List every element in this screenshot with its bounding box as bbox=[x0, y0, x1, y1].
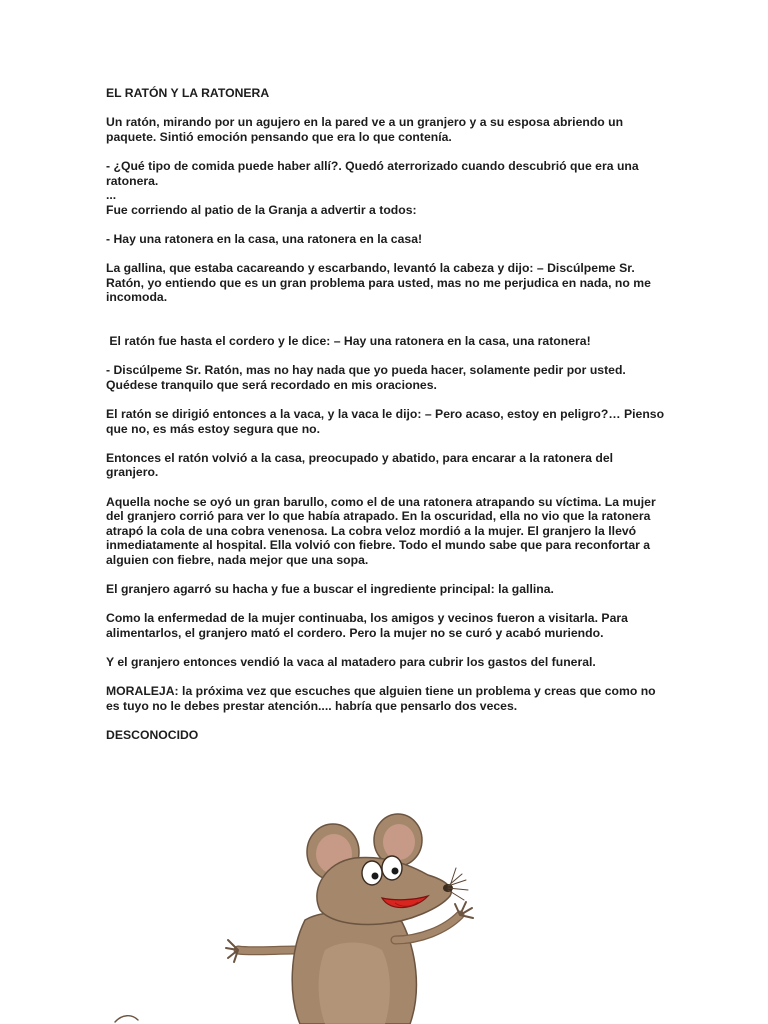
paragraph: Entonces el ratón volvió a la casa, preocupado y abatido, para encarar a la ratonera del granjero. bbox=[106, 450, 617, 480]
paragraph: El ratón se dirigió entonces a la vaca, y la vaca le dijo: – Pero acaso, estoy en peligro?… Pienso que no, es más estoy segura que no. bbox=[106, 407, 668, 436]
document-body bbox=[106, 86, 666, 757]
paragraph: Y el granjero entonces vendió la vaca al matadero para cubrir los gastos del funeral. bbox=[106, 655, 596, 670]
paragraph: - Discúlpeme Sr. Ratón, mas no hay nada que yo pueda hacer, solamente pedir por usted. Quédese tranquilo que será recordado en mis oraciones. bbox=[106, 363, 630, 392]
author-signature: DESCONOCIDO bbox=[106, 728, 199, 743]
mouse-belly bbox=[319, 943, 390, 1024]
mouse-right-eye bbox=[382, 856, 402, 880]
document-title: EL RATÓN Y LA RATONERA bbox=[106, 86, 270, 100]
mouse-left-paw bbox=[226, 940, 238, 962]
mouse-left-eye bbox=[362, 861, 382, 885]
paragraph: El granjero agarró su hacha y fue a buscar el ingrediente principal: la gallina. bbox=[106, 582, 554, 597]
mouse-tail bbox=[115, 1016, 138, 1022]
paragraph: Un ratón, mirando por un agujero en la pared ve a un granjero y a su esposa abriendo un paquete. Sintió emoción pensando que era lo que contenía. bbox=[106, 115, 627, 144]
mouse-left-arm-fill bbox=[238, 950, 295, 951]
paragraph: - ¿Qué tipo de comida puede haber allí?. Quedó aterrorizado cuando descubrió que era una ratonera. bbox=[106, 158, 643, 188]
mouse-right-pupil bbox=[392, 868, 399, 875]
paragraph: - Hay una ratonera en la casa, una ratonera en la casa! bbox=[106, 231, 423, 246]
paragraph: Fue corriendo al patio de la Granja a advertir a todos: bbox=[106, 202, 417, 217]
paragraph: Como la enfermedad de la mujer continuaba, los amigos y vecinos fueron a visitarla. Para alimentarlos, el granjero mató el cordero. Pero la mujer no se curó y acabó muriendo. bbox=[106, 611, 632, 640]
paragraph: Aquella noche se oyó un gran barullo, como el de una ratonera atrapando su víctima. La mujer del granjero corrió para ver lo que había atrapado. En la oscuridad, ella no vio que la ratonera atrapó la cola de una cobra venenosa. La cobra veloz mordió a la mujer. El granjero la llevó inmediatamente al hospital. Ella volvió con fiebre. Todo el mundo sabe que para reconfortar a alguien con fiebre, nada mejor que una sopa. bbox=[106, 494, 660, 567]
cartoon-mouse-illustration bbox=[110, 800, 510, 1024]
paragraph: El ratón fue hasta el cordero y le dice: – Hay una ratonera en la casa, una ratonera! bbox=[106, 334, 591, 349]
mouse-right-ear-inner bbox=[383, 824, 415, 860]
paragraph: ... bbox=[106, 188, 117, 203]
moral-paragraph: MORALEJA: la próxima vez que escuches que alguien tiene un problema y creas que como no es tuyo no le debes prestar atención.... habría que pensarlo dos veces. bbox=[106, 684, 660, 713]
paragraph: La gallina, que estaba cacareando y escarbando, levantó la cabeza y dijo: – Discúlpeme Sr. Ratón, yo entiendo que es un gran problema para usted, mas no me perjudica en nada, no me incomoda. bbox=[106, 261, 655, 305]
mouse-left-pupil bbox=[372, 873, 379, 880]
